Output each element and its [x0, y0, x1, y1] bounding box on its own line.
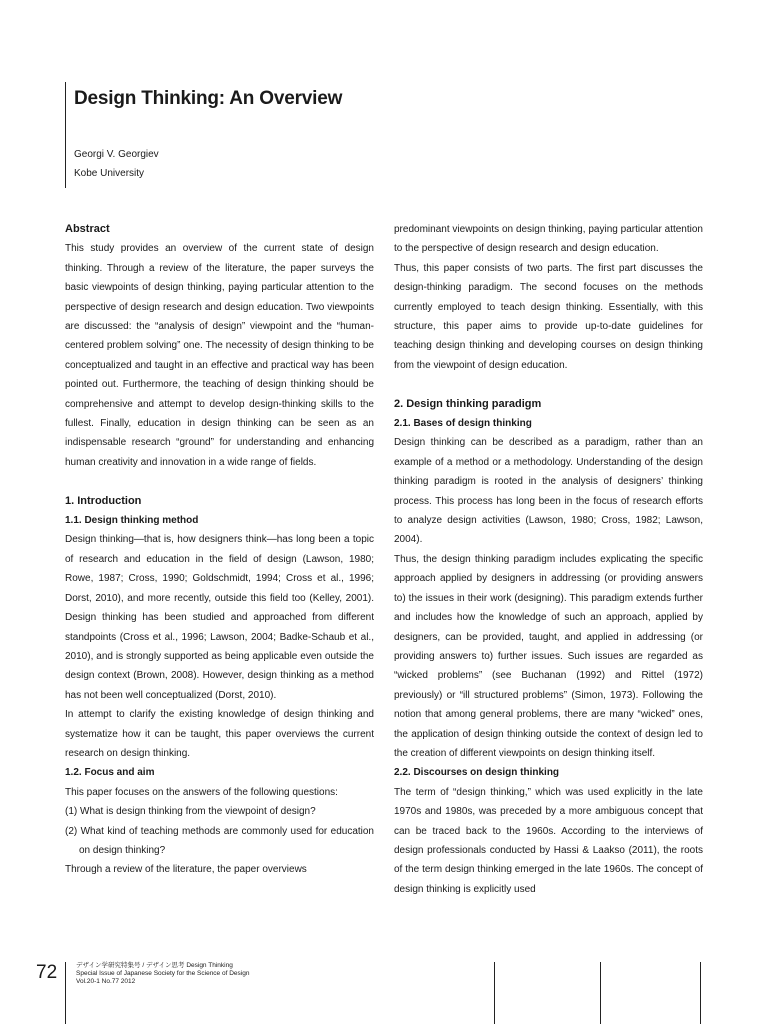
- section-1-1-paragraph-2: In attempt to clarify the existing knowledge of design thinking and systematize how it can be taught, this paper overviews the current research on design thinking.: [65, 709, 374, 759]
- journal-line-1: デザイン学研究特集号 / デザイン思考 Design Thinking: [76, 962, 233, 969]
- journal-line-3: Vol.20-1 No.77 2012: [76, 978, 136, 985]
- continuation-paragraph-1: predominant viewpoints on design thinking, paying particular attention to the perspective of design research and design education.: [394, 224, 703, 255]
- continuation-paragraph-2: Thus, this paper consists of two parts. The first part discusses the design-thinking paradigm. The second focuses on the methods currently employed to teach design thinking. Essentially, with this structure, this paper aims to provide up-to-date guidelines for teaching design thinking and developing courses on design thinking from the viewpoint of design education.: [394, 262, 703, 371]
- section-1-1-heading: 1.1. Design thinking method: [65, 515, 199, 527]
- footer-rule-2: [494, 962, 495, 1024]
- author-block: [74, 145, 159, 183]
- section-2-heading: 2. Design thinking paradigm: [394, 397, 542, 410]
- section-1-1-paragraph-1: Design thinking—that is, how designers think—has long been a topic of research and education in the field of design (Lawson, 1980; Rowe, 1987; Cross, 1990; Goldschmidt, 1994; Cross et al., 1996; Dorst, 2010), and more recently, outside this field too (Kelley, 2001). Design thinking has been studied and approached from different standpoints (Cross et al., 1996; Lawson, 2004; Badke-Schaub et al., 2010), and is strongly supported as being applicable even outside the design context (Brown, 2008). However, design thinking as a method has not been well conceptualized (Dorst, 2010).: [65, 534, 374, 701]
- page-number: 72: [36, 962, 58, 983]
- right-column: [394, 220, 703, 899]
- title-rule: [65, 82, 66, 140]
- question-item: (2) What kind of teaching methods are commonly used for education on design thinking?: [65, 825, 374, 856]
- section-2-2-paragraph-1: The term of “design thinking,” which was used explicitly in the late 1970s and 1980s, was preceded by a more ambiguous concept that can be traced back to the 1960s. According to the interviews of design professionals conducted by Hassi & Laakso (2011), the roots of the term design thinking emerged in the late 1960s. The concept of design thinking is explicitly used: [394, 786, 703, 895]
- section-2-1-heading: 2.1. Bases of design thinking: [394, 418, 532, 430]
- abstract-heading: Abstract: [65, 223, 110, 235]
- section-1-2-heading: 1.2. Focus and aim: [65, 767, 155, 779]
- author-name: Georgi V. Georgiev: [74, 149, 159, 160]
- section-2-1-paragraph-1: Design thinking can be described as a paradigm, rather than an example of a method or a methodology. Understanding of the design thinking paradigm is rooted in the analysis of designers’ thinking process. This process has long been in the focus of research efforts to analyze design activities (Lawson, 1980; Cross, 1982; Lawson, 2004).: [394, 437, 703, 546]
- footer-rule: [65, 962, 66, 1024]
- footer-rule-3: [600, 962, 601, 1024]
- section-2-2-heading: 2.2. Discourses on design thinking: [394, 767, 560, 779]
- journal-info: [76, 962, 249, 986]
- abstract-text: This study provides an overview of the current state of design thinking. Through a review of the literature, the paper surveys the basic viewpoints of design thinking, paying particular attention to the perspective of design research and design education. Two viewpoints are discussed: the “analysis of design” viewpoint and the “human-centered problem solving” one. The necessity of design thinking to be conceptualized and taught in an effective and practical way has been pointed out. Furthermore, the teaching of design thinking should be comprehensive and attempt to develop design-thinking skills to the fullest. Finally, education in design thinking can be seen as an indispensable research “ground” for understanding and enhancing human creativity and innovation in a wide range of fields.: [65, 243, 374, 468]
- paper-title: Design Thinking: An Overview: [74, 88, 343, 109]
- footer-rule-4: [700, 962, 701, 1024]
- author-affiliation: Kobe University: [74, 168, 145, 179]
- journal-line-2: Special Issue of Japanese Society for the Science of Design: [76, 970, 250, 977]
- author-rule: [65, 140, 66, 188]
- section-1-2-paragraph-1: This paper focuses on the answers of the following questions:: [65, 786, 338, 798]
- section-2-1-paragraph-2: Thus, the design thinking paradigm includes explicating the specific approach applied by designers in addressing (or providing answers to) the issues in their work (designing). This paradigm extends further and includes how the knowledge of such an approach, applied by designers, can be provided, taught, and applied in addressing (or providing answers to) further issues. Such issues are regarded as “wicked problems” (see Buchanan (1992) and Rittel (1972) previously) or “ill structured problems” (Simon, 1973). Following the notion that among general problems, there are many “wicked” ones, the application of design thinking outside the context of design led to the creation of different viewpoints on design thinking itself.: [394, 553, 703, 759]
- left-column: [65, 220, 374, 880]
- question-list: [65, 802, 374, 860]
- introduction-heading: 1. Introduction: [65, 494, 142, 507]
- question-item: (1) What is design thinking from the viewpoint of design?: [65, 806, 316, 818]
- section-1-2-paragraph-2: Through a review of the literature, the paper overviews: [65, 864, 307, 876]
